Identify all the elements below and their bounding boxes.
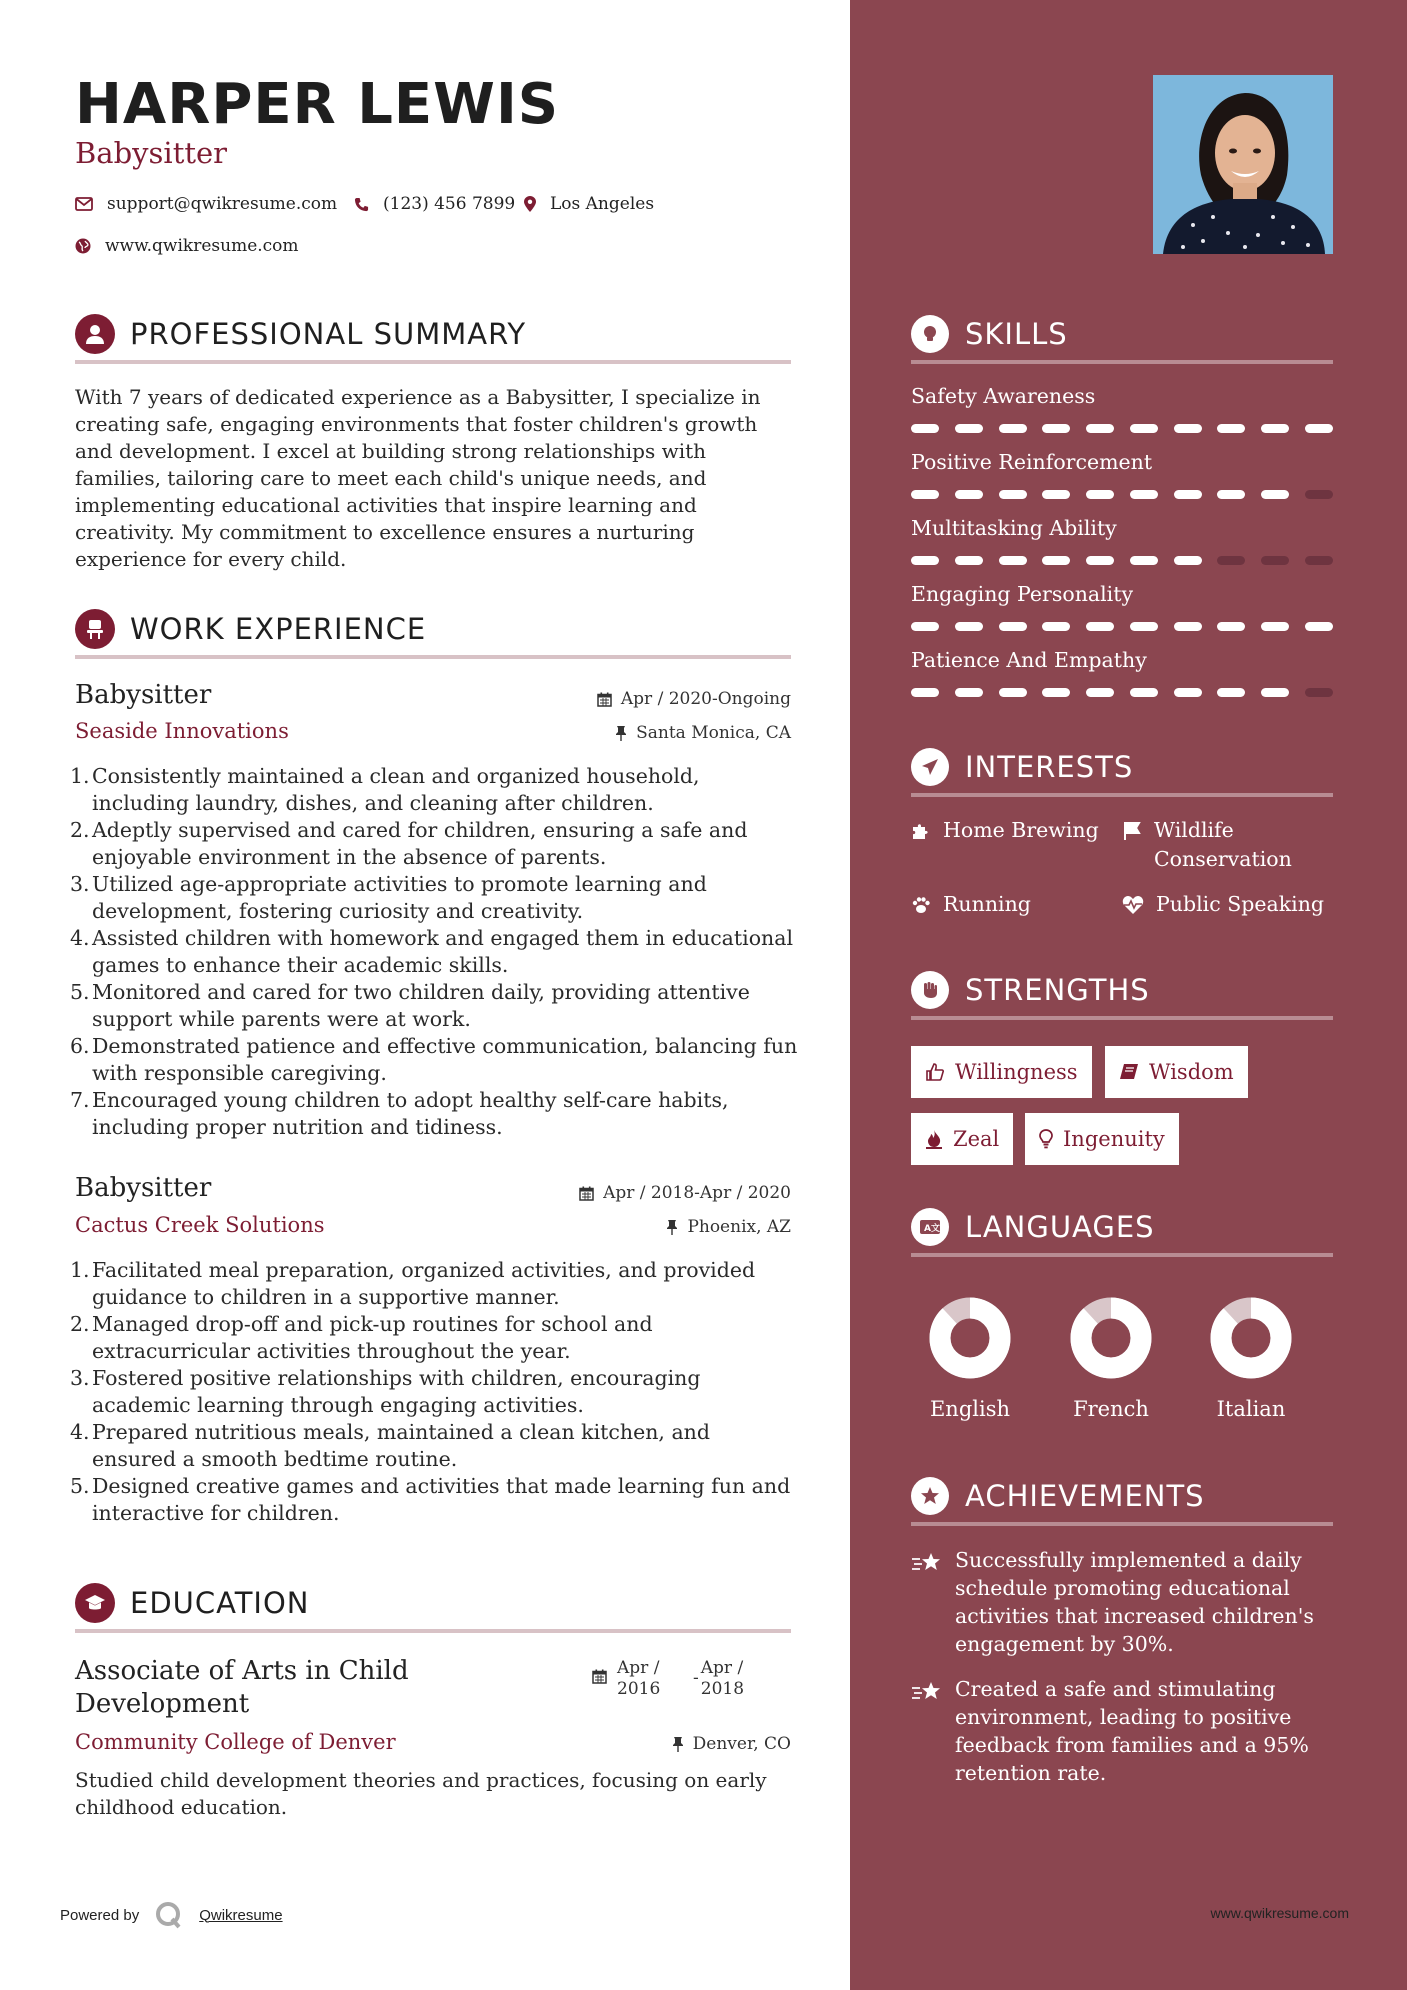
skill-dash [1174,622,1202,631]
achievement-item [911,1675,1333,1787]
skill-dash [1130,688,1158,697]
job-1-bullets [70,763,800,1141]
skill-dash [1217,424,1245,433]
chair-icon [75,609,115,649]
list-item: 3. Utilized age-appropriate activities to promote learning and development, fostering curiosity and creativity. [70,872,707,923]
profile-photo [1153,75,1333,254]
job-1-title: Babysitter [75,680,212,710]
gauge-fill [1081,1308,1141,1368]
skill-dash [1042,490,1070,499]
skill-dash [1217,556,1245,565]
interest-label [1154,816,1292,874]
footer-url[interactable]: www.qwikresume.com [1210,1905,1349,1921]
education-description: Studied child development theories and practices, focusing on early childhood education. [75,1768,767,1819]
interest-label: Public Speaking [1156,892,1325,916]
strength-tag [911,1046,1092,1098]
list-item: 1. Consistently maintained a clean and organized household, including laundry, dishes, and cleaning after children. [70,764,700,815]
strength-label: Wisdom [1149,1060,1234,1084]
strength-tag [911,1113,1013,1165]
shooting-star-icon [911,1679,943,1705]
translate-icon [911,1208,949,1246]
end-month: Apr / [700,1658,744,1678]
interest-item [911,816,1099,845]
skill-dash [1174,556,1202,565]
job-2-location-text: Phoenix, AZ [687,1217,791,1237]
achievement-text: Successfully implemented a daily schedule promoting educational activities that increased children's engagement by 30%. [955,1548,1314,1656]
interest-label: Home Brewing [943,818,1099,842]
skill-name: Multitasking Ability [911,516,1117,540]
list-item: 5. Designed creative games and activities that made learning fun and interactive for children. [70,1474,791,1525]
skills-section-header [911,308,1333,364]
calendar-icon [579,1186,594,1201]
degree-title [75,1655,409,1721]
job-1-company: Seaside Innovations [75,719,289,743]
skill-dash [1042,688,1070,697]
language-label: French [1073,1397,1149,1421]
summary-title: PROFESSIONAL SUMMARY [130,317,527,351]
heartbeat-icon [1122,895,1144,915]
thumbs-up-icon [925,1062,945,1082]
location-text: Los Angeles [550,194,655,214]
graduation-icon [75,1583,115,1623]
skill-dash [1305,688,1333,697]
skill-dash [1217,622,1245,631]
candidate-role: Babysitter [75,136,228,170]
start-month: Apr / [617,1658,660,1678]
skill-dash [999,556,1027,565]
svg-text:A: A [924,1224,931,1234]
job-1-location-text: Santa Monica, CA [636,723,791,743]
skill-dash [1042,556,1070,565]
degree-line-1: Associate of Arts in Child [75,1656,409,1686]
interest-item [911,890,1031,919]
skills-title: SKILLS [965,317,1068,351]
qwikresume-logo-icon [154,1900,184,1930]
email-text: support@qwikresume.com [107,194,338,214]
skill-dash [1305,490,1333,499]
skill-dash [999,490,1027,499]
strength-tag [1105,1046,1248,1098]
skill-dash [1174,688,1202,697]
job-2-company: Cactus Creek Solutions [75,1213,325,1237]
powered-by-label: Powered by [60,1906,140,1924]
skill-dash [1261,424,1289,433]
interest-item [1122,816,1292,874]
strength-label: Zeal [953,1127,1000,1151]
skill-dash [1042,622,1070,631]
skill-dash [955,688,983,697]
skill-dash [999,688,1027,697]
skill-dash [1086,622,1114,631]
language-gauge [1196,1283,1306,1393]
skill-dash [999,622,1027,631]
list-item: 7. Encouraged young children to adopt healthy self-care habits, including proper nutrition and tidiness. [70,1088,729,1139]
degree-line-2: Development [75,1689,250,1719]
skill-dash [911,490,939,499]
lightbulb-icon [911,315,949,353]
education-location-text: Denver, CO [692,1734,791,1754]
skill-dash [999,424,1027,433]
fist-icon [911,971,949,1009]
strength-label: Willingness [955,1060,1078,1084]
interest-label: Running [943,892,1031,916]
envelope-icon [75,197,93,211]
job-2-bullets [70,1257,800,1527]
interest-label-line-1: Wildlife [1154,818,1234,842]
skill-dash [1305,424,1333,433]
job-2-location [666,1217,791,1237]
contact-phone[interactable] [354,194,515,214]
skill-dash [911,688,939,697]
end-year: 2018 [700,1679,745,1699]
pushpin-icon [672,1736,684,1752]
skill-dash [1261,688,1289,697]
education-location [672,1734,791,1754]
fire-icon [925,1129,943,1149]
strengths-section-header [911,964,1333,1020]
globe-icon [75,238,91,254]
paper-plane-icon [911,748,949,786]
skill-dash [1130,424,1158,433]
list-item: 6. Demonstrated patience and effective communication, balancing fun with responsible caregiving. [70,1034,798,1085]
language-label: Italian [1216,1397,1286,1421]
shooting-star-icon [911,1550,943,1576]
skill-dash [1130,490,1158,499]
skill-name: Positive Reinforcement [911,450,1153,474]
star-badge-icon [911,1477,949,1515]
list-item: 4. Assisted children with homework and engaged them in educational games to enhance their academic skills. [70,926,794,977]
gauge-fill [1221,1308,1281,1368]
skill-dash [1042,424,1070,433]
interests-title: INTERESTS [965,750,1134,784]
contact-website[interactable] [75,236,299,256]
skill-name: Engaging Personality [911,582,1134,606]
list-item: 3. Fostered positive relationships with children, encouraging academic learning through engaging activities. [70,1366,701,1417]
achievements-section-header [911,1470,1333,1526]
skill-dash [911,556,939,565]
list-item: 4. Prepared nutritious meals, maintained a clean kitchen, and ensured a smooth bedtime routine. [70,1420,710,1471]
skill-dash [1305,556,1333,565]
languages-section-header [911,1201,1333,1257]
skill-meter [911,490,1333,500]
skill-dash [1086,490,1114,499]
candidate-name: HARPER LEWIS [75,72,560,137]
qwikresume-link[interactable]: Qwikresume [199,1906,283,1924]
skill-dash [1086,556,1114,565]
svg-text:文: 文 [931,1224,941,1234]
skill-dash [1261,556,1289,565]
lightbulb-outline-icon [1039,1129,1053,1149]
skill-name: Patience And Empathy [911,648,1147,672]
skill-dash [955,622,983,631]
achievement-text: Created a safe and stimulating environment, leading to positive feedback from families and a 95% retention rate. [955,1677,1309,1785]
school-name: Community College of Denver [75,1730,396,1754]
skill-dash [911,424,939,433]
skill-dash [1086,688,1114,697]
skill-dash [1217,688,1245,697]
calendar-icon [597,692,612,707]
education-section-header [75,1577,791,1633]
job-2-dates-text: Apr / 2018-Apr / 2020 [603,1183,791,1203]
skill-meter [911,556,1333,566]
skill-dash [1305,622,1333,631]
flag-icon [1122,821,1142,841]
contact-location [524,194,654,214]
book-icon [1119,1063,1139,1081]
puzzle-icon [911,821,931,841]
interests-section-header [911,741,1333,797]
gauge-fill [940,1308,1000,1368]
skill-dash [1217,490,1245,499]
skill-dash [1130,556,1158,565]
skill-dash [1261,490,1289,499]
skill-dash [1130,622,1158,631]
achievements-title: ACHIEVEMENTS [965,1479,1205,1513]
list-item: 5. Monitored and cared for two children daily, providing attentive support while parents were at work. [70,980,750,1031]
job-1-dates-text: Apr / 2020-Ongoing [620,689,791,709]
language-gauge [1056,1283,1166,1393]
skill-dash [955,556,983,565]
user-icon [75,314,115,354]
achievement-item [911,1546,1333,1658]
strength-tag [1025,1113,1179,1165]
strength-label: Ingenuity [1063,1127,1165,1151]
start-year: 2016 [617,1679,661,1699]
strengths-title: STRENGTHS [965,973,1150,1007]
interest-label-line-2: Conservation [1154,847,1292,871]
phone-text: (123) 456 7899 [383,194,516,214]
pushpin-icon [615,725,627,741]
summary-text: With 7 years of dedicated experience as a Babysitter, I specialize in creating safe, engaging environments that foster children's growth and development. I excel at building strong relationships with families, tailoring care to meet each child's unique needs, and implementing educational activities that inspire learning and creativity. My commitment to excellence ensures a nurturing experience for every child. [75,385,761,571]
calendar-icon [592,1669,607,1684]
job-2-dates [579,1183,791,1203]
skill-dash [955,490,983,499]
job-2-title: Babysitter [75,1173,212,1203]
list-item: 2. Managed drop-off and pick-up routines for school and extracurricular activities throughout the year. [70,1312,653,1363]
language-label: English [929,1397,1011,1421]
job-1-location [615,723,791,743]
experience-title: WORK EXPERIENCE [130,612,427,646]
map-marker-icon [524,196,536,212]
skill-dash [1174,490,1202,499]
skill-dash [911,622,939,631]
skill-meter [911,688,1333,698]
skill-dash [1174,424,1202,433]
education-title: EDUCATION [130,1586,310,1620]
list-item: 1. Facilitated meal preparation, organized activities, and provided guidance to children in a supportive manner. [70,1258,756,1309]
summary-section-header [75,308,791,364]
skill-name: Safety Awareness [911,384,1096,408]
pushpin-icon [666,1219,678,1235]
contact-email[interactable] [75,194,337,214]
education-dates: Apr / 2016 - Apr / 2018 [592,1658,744,1700]
experience-section-header [75,603,791,659]
website-text: www.qwikresume.com [105,236,299,256]
job-1-dates [597,689,791,709]
skill-meter [911,622,1333,632]
skill-meter [911,424,1333,434]
powered-by [60,1900,283,1930]
phone-icon [354,197,369,212]
skill-dash [1086,424,1114,433]
languages-title: LANGUAGES [965,1210,1155,1244]
language-gauge [915,1283,1025,1393]
interest-item [1122,890,1324,919]
skill-dash [955,424,983,433]
paw-icon [911,895,931,915]
list-item: 2. Adeptly supervised and cared for children, ensuring a safe and enjoyable environment in the absence of parents. [70,818,748,869]
skill-dash [1261,622,1289,631]
